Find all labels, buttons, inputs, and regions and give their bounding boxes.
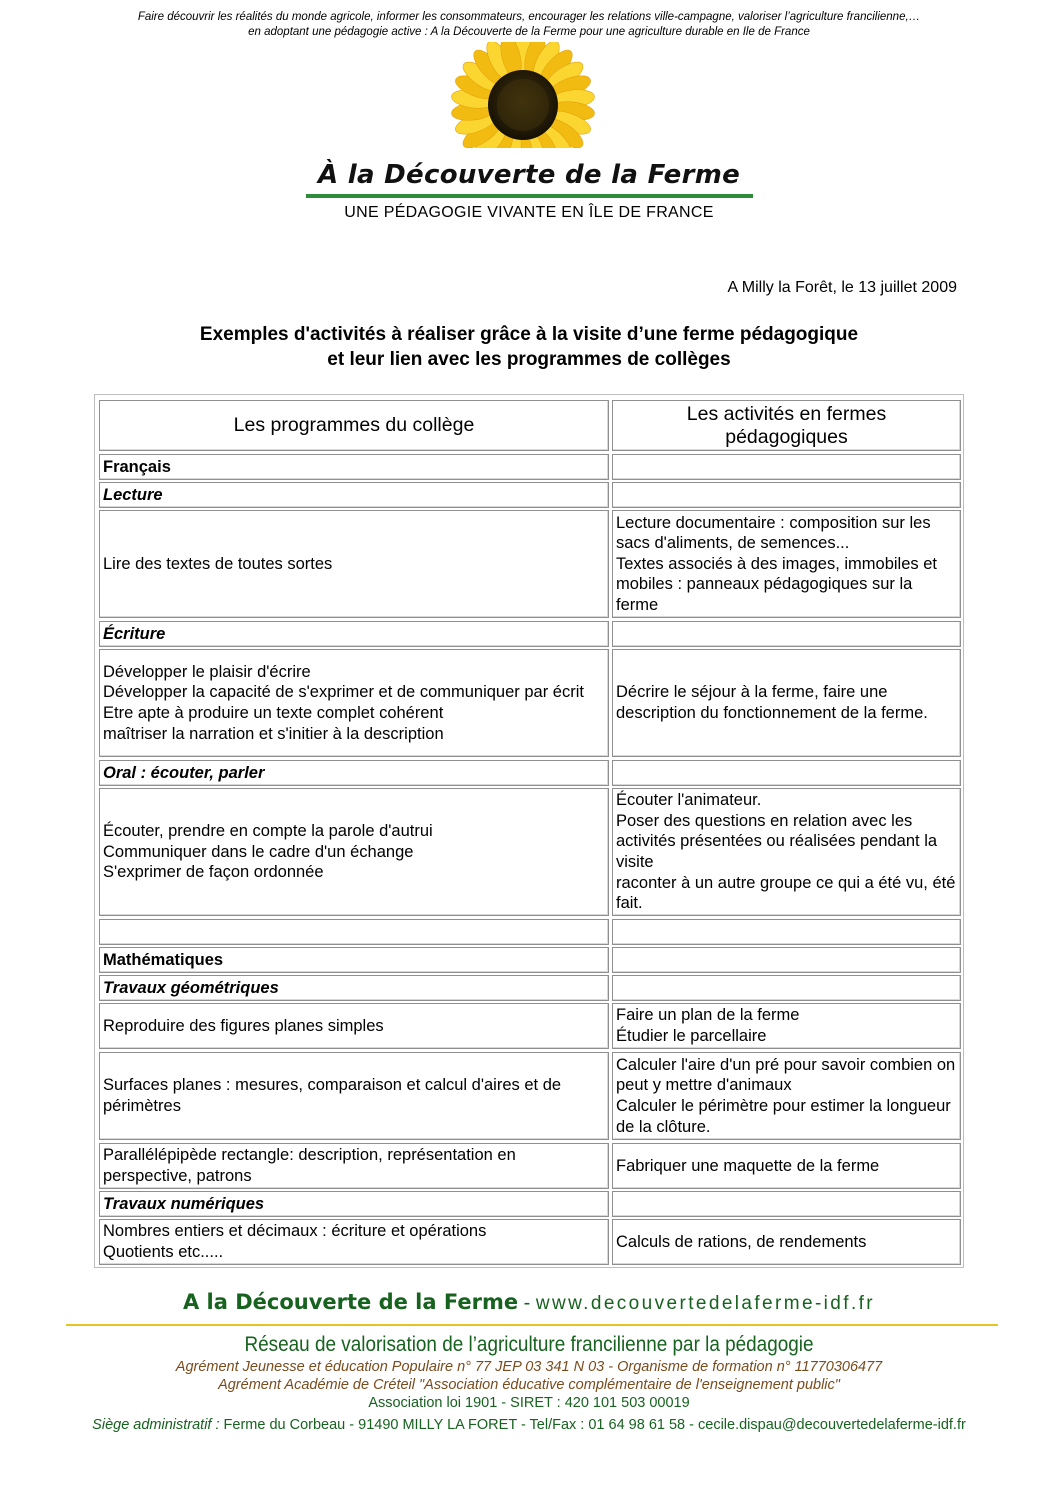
document-title xyxy=(0,322,1058,372)
table-cell-programme: Lire des textes de toutes sortes xyxy=(99,510,609,618)
table-cell-empty xyxy=(612,919,961,945)
table-cell-activite: Fabriquer une maquette de la ferme xyxy=(612,1143,961,1189)
table-row-subsection-geometrie: Travaux géométriques xyxy=(99,975,609,1001)
table-cell-programme: Surfaces planes : mesures, comparaison et calcul d'aires et de périmètres xyxy=(99,1052,609,1140)
table-cell-activite: Décrire le séjour à la ferme, faire une description du fonctionnement de la ferme. xyxy=(612,649,961,757)
table-cell-empty xyxy=(612,975,961,1001)
footer-agrement-academie: Agrément Académie de Créteil "Association éducative complémentaire de l'enseignement public" xyxy=(218,1377,840,1393)
footer-siege-value: Ferme du Corbeau - 91490 MILLY LA FORET - Tel/Fax : 01 64 98 61 58 - cecile.dispau@decouvertedelaferme-idf.fr xyxy=(219,1417,966,1433)
table-cell-empty xyxy=(612,621,961,647)
table-row-subsection-lecture: Lecture xyxy=(99,482,609,508)
footer-website-link[interactable]: www.decouvertedelaferme-idf.fr xyxy=(535,1293,876,1314)
table-row-subsection-ecriture: Écriture xyxy=(99,621,609,647)
footer-siege-label: Siège administratif : xyxy=(92,1417,220,1433)
table-row-subsection-oral: Oral : écouter, parler xyxy=(99,760,609,786)
table-cell-activite: Calculs de rations, de rendements xyxy=(612,1219,961,1265)
table-row-section-francais: Français xyxy=(99,454,609,480)
table-cell-activite: Calculer l'aire d'un pré pour savoir combien on peut y mettre d'animaux Calculer le périmètre pour estimer la longueur de la clôture. xyxy=(612,1052,961,1140)
footer-network-line: Réseau de valorisation de l’agriculture francilienne par la pédagogie xyxy=(244,1332,814,1356)
logo-title: À la Découverte de la Ferme xyxy=(317,160,741,190)
table-cell-empty xyxy=(612,454,961,480)
footer-association: Association loi 1901 - SIRET : 420 101 503 00019 xyxy=(368,1395,690,1411)
logo-underline xyxy=(306,194,753,198)
table-cell-programme: Nombres entiers et décimaux : écriture et opérations Quotients etc..... xyxy=(99,1219,609,1265)
footer-brand xyxy=(0,1290,1058,1315)
table-header-programmes: Les programmes du collège xyxy=(99,400,609,451)
footer-divider xyxy=(66,1324,998,1326)
header-tagline-2: en adoptant une pédagogie active : A la Découverte de la Ferme pour une agriculture durable en Ile de France xyxy=(248,26,810,38)
footer-brand-name: A la Découverte de la Ferme xyxy=(182,1290,519,1314)
document-title-line-1: Exemples d'activités à réaliser grâce à la visite d’une ferme pédagogique xyxy=(199,324,859,345)
table-cell-empty xyxy=(612,947,961,973)
document-title-line-2: et leur lien avec les programmes de collèges xyxy=(327,349,731,370)
table-row-subsection-numerique: Travaux numériques xyxy=(99,1191,609,1217)
table-cell-activite: Écouter l'animateur. Poser des questions en relation avec les activités présentées ou réalisées pendant la visite raconter à un autre groupe ce qui a été vu, été fait. xyxy=(612,788,961,916)
table-cell-programme: Écouter, prendre en compte la parole d'autrui Communiquer dans le cadre d'un échange S'exprimer de façon ordonnée xyxy=(99,788,609,916)
table-row-section-mathematiques: Mathématiques xyxy=(99,947,609,973)
footer-agrement-jeunesse: Agrément Jeunesse et éducation Populaire n° 77 JEP 03 341 N 03 - Organisme de formation n° 11770306477 xyxy=(175,1359,883,1375)
table-cell-activite: Faire un plan de la ferme Étudier le parcellaire xyxy=(612,1003,961,1049)
table-cell-programme: Parallélépipède rectangle: description, représentation en perspective, patrons xyxy=(99,1143,609,1189)
table-cell-programme: Développer le plaisir d'écrire Développer la capacité de s'exprimer et de communiquer par écrit Etre apte à produire un texte complet cohérent maîtriser la narration et s'initier à la description xyxy=(99,649,609,757)
curriculum-activities-table xyxy=(94,394,964,1268)
footer-separator: - xyxy=(518,1292,536,1314)
table-cell-programme: Reproduire des figures planes simples xyxy=(99,1003,609,1049)
header-tagline-1: Faire découvrir les réalités du monde agricole, informer les consommateurs, encourager les relations ville-campagne, valoriser l’agriculture francilienne,… xyxy=(137,11,921,23)
logo-subtitle: UNE PÉDAGOGIE VIVANTE EN ÎLE DE FRANCE xyxy=(344,204,714,221)
table-cell-activite: Lecture documentaire : composition sur les sacs d'aliments, de semences... Textes associés à des images, immobiles et mobiles : panneaux pédagogiques sur la ferme xyxy=(612,510,961,618)
footer-siege xyxy=(0,1416,1058,1434)
sunflower-logo xyxy=(428,42,618,160)
table-cell-empty xyxy=(612,482,961,508)
table-cell-empty xyxy=(612,760,961,786)
table-row-empty xyxy=(99,919,609,945)
table-cell-empty xyxy=(612,1191,961,1217)
date-line: A Milly la Forêt, le 13 juillet 2009 xyxy=(727,279,957,296)
table-header-activites: Les activités en fermes pédagogiques xyxy=(612,400,961,451)
